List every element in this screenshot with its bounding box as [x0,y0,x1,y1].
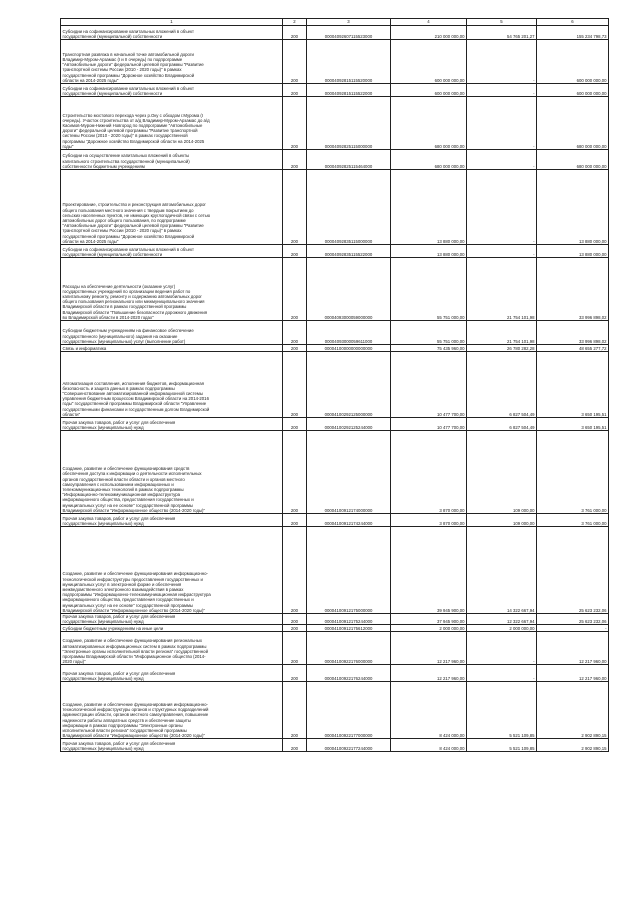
column-number: 1 [61,19,283,26]
row-executed-amount: 5 521 109,85 [467,682,537,739]
row-unexecuted-amount: 3 761 000,00 [537,431,609,514]
row-approved-amount: 3 870 000,00 [391,431,467,514]
column-number: 3 [307,19,391,26]
row-approved-amount: 8 424 000,00 [391,682,467,739]
row-budget-classification-code: 00004092835115522000 [307,245,391,258]
row-description: Автоматизация составления, исполнения бюджетов, информационная безопасность и защита данных в рамках подпрограммы "Совершенствование автоматизированной информационной системы управления бюджетным процессом Владимирской области на 2014-2016 годы" государственной программы Владимирской области "Управление государственными финансами и государственным долгом Владимирской области" [61,352,283,418]
row-code: 200 [283,632,307,665]
table-row [61,431,609,514]
row-description: Связь и информатика [61,345,283,352]
row-approved-amount: 3 870 000,00 [391,514,467,527]
row-code: 200 [283,625,307,632]
row-budget-classification-code: 00004100000000000000 [307,345,391,352]
row-executed-amount: - [467,170,537,245]
budget-execution-table [60,18,609,752]
row-description: Прочая закупка товаров, работ и услуг для обеспечения государственных (муниципальных) нужд [61,418,283,431]
row-executed-amount: - [467,632,537,665]
row-description: Создание, развитие и обеспечение функционирования средств обеспечения доступа к информации о деятельности исполнительных органов государственной власти области и органов местного самоуправления с использованием информационных и телекоммуникационных технологий в рамках подпрограммы "Информационно-телекоммуникационная инфраструктура информационного общества, предоставления государственных и муниципальных услуг на ее основе" государственной программы Владимирской области "Информационное общество (2014-2020 годы)" [61,431,283,514]
column-number: 6 [537,19,609,26]
row-budget-classification-code: 00004100922176244000 [307,665,391,682]
row-code: 200 [283,352,307,418]
row-budget-classification-code: 00004100912175000000 [307,527,391,614]
row-approved-amount: 10 477 700,00 [391,352,467,418]
table-row [61,345,609,352]
row-unexecuted-amount: 3 650 195,51 [537,418,609,431]
row-code: 200 [283,345,307,352]
row-executed-amount: 2 000 000,00 [467,625,537,632]
table-row [61,352,609,418]
row-code: 200 [283,26,307,40]
row-unexecuted-amount: 25 623 232,06 [537,527,609,614]
row-code: 200 [283,84,307,97]
row-executed-amount: 21 754 101,98 [467,258,537,321]
row-approved-amount: 13 880 000,00 [391,245,467,258]
row-unexecuted-amount: 33 996 898,02 [537,258,609,321]
row-approved-amount: 8 424 000,00 [391,739,467,752]
row-description: Проектирование, строительство и реконструкция автомобильных дорог общего пользования местного значения с твердым покрытием до сельских населенных пунктов, не имеющих круглогодичной связи с сетью автомобильных дорог общего пользования, по подпрограмме "Автомобильные дороги" федеральной целевой программы "Развитие транспортной системы России (2010 - 2020 годы)" в рамках государственной программы "Дорожное хозяйство Владимирской области на 2014-2025 годы" [61,170,283,245]
table-row [61,665,609,682]
row-approved-amount: 600 000 000,00 [391,84,467,97]
row-budget-classification-code: 00004100922177244000 [307,739,391,752]
row-executed-amount: 14 322 667,94 [467,527,537,614]
row-code: 200 [283,245,307,258]
row-budget-classification-code: 00004100922176000000 [307,632,391,665]
row-approved-amount: 10 477 700,00 [391,418,467,431]
row-executed-amount: 54 765 201,27 [467,26,537,40]
row-code: 200 [283,431,307,514]
table-row [61,418,609,431]
row-description: Транспортная развязка в начальной точке автомобильной дороги Владимир-Муром-Арзамас (I и II очередь) по подпрограмме "Автомобильные дороги" федеральной целевой программы "Развитие транспортной системы России (2010 - 2020 годы)" в рамках государственной программы "Дорожное хозяйство Владимирской области на 2014-2025 годы" [61,40,283,84]
row-executed-amount: - [467,245,537,258]
row-unexecuted-amount: 680 000 000,00 [537,150,609,170]
row-budget-classification-code: 00004100912174244000 [307,514,391,527]
row-executed-amount: - [467,97,537,150]
row-budget-classification-code: 00004100912175244000 [307,614,391,625]
row-unexecuted-amount: 12 217 960,00 [537,665,609,682]
row-description: Субсидии на софинансирование капитальных вложений в объект государственной (муниципальной) собственности [61,84,283,97]
row-executed-amount: - [467,84,537,97]
table-row [61,625,609,632]
row-budget-classification-code: 00004100922177000000 [307,682,391,739]
table-row [61,258,609,321]
row-executed-amount: 6 827 504,49 [467,418,537,431]
row-executed-amount: 5 521 109,85 [467,739,537,752]
table-row [61,514,609,527]
row-approved-amount: 39 945 900,00 [391,527,467,614]
row-code: 200 [283,514,307,527]
row-budget-classification-code: 00004092835115000000 [307,170,391,245]
row-unexecuted-amount: 12 217 960,00 [537,632,609,665]
column-number-row [61,19,609,26]
row-unexecuted-amount: 25 623 232,06 [537,614,609,625]
row-budget-classification-code: 00004093000059000000 [307,258,391,321]
table-row [61,614,609,625]
row-executed-amount: 109 000,00 [467,431,537,514]
row-code: 200 [283,418,307,431]
row-budget-classification-code: 00004100912174000000 [307,431,391,514]
row-unexecuted-amount: 2 902 890,15 [537,739,609,752]
row-description: Создание, развитие и обеспечение функционирования информационно- технологической инфраструктуры органов и структурных подразделений администрации области, органов местного самоуправления, повышение надежности работы аппаратных средств и обеспечение защиты информации в рамках подпрограммы "Электронные органы исполнительной власти региона" государственной программы Владимирской области "Информационное общество (2014-2020 годы)" [61,682,283,739]
row-executed-amount: 21 754 101,98 [467,321,537,345]
row-description: Прочая закупка товаров, работ и услуг для обеспечения государственных (муниципальных) нужд [61,614,283,625]
row-code: 200 [283,614,307,625]
table-body [61,19,609,752]
table-row [61,739,609,752]
column-number: 5 [467,19,537,26]
report-page [60,18,608,752]
table-row [61,26,609,40]
table-row [61,682,609,739]
table-row [61,97,609,150]
row-code: 200 [283,258,307,321]
table-row [61,527,609,614]
row-approved-amount: 12 217 960,00 [391,632,467,665]
row-approved-amount: 13 880 000,00 [391,170,467,245]
row-executed-amount: 109 000,00 [467,514,537,527]
row-budget-classification-code: 00004092815115522000 [307,84,391,97]
row-description: Прочая закупка товаров, работ и услуг для обеспечения государственных (муниципальных) нужд [61,514,283,527]
row-code: 200 [283,527,307,614]
row-executed-amount: - [467,40,537,84]
row-unexecuted-amount: 48 655 277,72 [537,345,609,352]
row-approved-amount: 55 751 000,00 [391,321,467,345]
row-code: 200 [283,321,307,345]
row-description: Расходы на обеспечение деятельности (оказание услуг) государственных учреждений по организации ведения работ по капитальному ремонту, ремонту и содержанию автомобильных дорог общего пользования регионального или межмуниципального значения Владимирской области в рамках государственной программы Владимирской области "Повышение безопасности дорожного движения во Владимирской области в 2014-2020 годах" [61,258,283,321]
table-row [61,170,609,245]
row-unexecuted-amount: 155 234 798,73 [537,26,609,40]
row-approved-amount: 680 000 000,00 [391,150,467,170]
row-approved-amount: 12 217 960,00 [391,665,467,682]
row-unexecuted-amount: 600 000 000,00 [537,40,609,84]
row-code: 200 [283,150,307,170]
row-budget-classification-code: 00004092825115000000 [307,97,391,150]
row-budget-classification-code: 00004092607115523000 [307,26,391,40]
row-code: 200 [283,40,307,84]
row-approved-amount: 37 945 900,00 [391,614,467,625]
row-budget-classification-code: 00004100292125000000 [307,352,391,418]
row-description: Прочая закупка товаров, работ и услуг для обеспечения государственных (муниципальных) нужд [61,665,283,682]
table-row [61,150,609,170]
row-unexecuted-amount: 13 880 000,00 [537,170,609,245]
row-unexecuted-amount: 600 000 000,00 [537,84,609,97]
row-code: 200 [283,97,307,150]
row-unexecuted-amount: 3 761 000,00 [537,514,609,527]
column-number: 4 [391,19,467,26]
row-approved-amount: 75 435 960,00 [391,345,467,352]
row-description: Прочая закупка товаров, работ и услуг для обеспечения государственных (муниципальных) нужд [61,739,283,752]
row-description: Субсидии на софинансирование капитальных вложений в объект государственной (муниципальной) собственности [61,245,283,258]
row-executed-amount: - [467,150,537,170]
row-budget-classification-code: 00004092815115520000 [307,40,391,84]
row-executed-amount: 6 827 504,49 [467,352,537,418]
row-code: 200 [283,739,307,752]
table-row [61,84,609,97]
row-approved-amount: 2 000 000,00 [391,625,467,632]
row-description: Субсидии на осуществление капитальных вложений в объекты капитального строительства государственной (муниципальной) собственности бюджетным учреждениям [61,150,283,170]
row-code: 200 [283,682,307,739]
row-description: Строительство мостового перехода через р.Оку с обходом г.Мурома (I очередь). Участок строительства от а/д Владимир-Муром-Арзамас до а/д Касимов-Муром-Нижний Новгород по подпрограмме "Автомобильные дороги" федеральной целевой программы "Развитие транспортной системы России (2010 - 2020 годы)" в рамках государственной программы "Дорожное хозяйство Владимирской области на 2014-2025 годы" [61,97,283,150]
row-unexecuted-amount: 3 650 195,51 [537,352,609,418]
table-row [61,632,609,665]
row-budget-classification-code: 00004100292125244000 [307,418,391,431]
row-code: 200 [283,170,307,245]
row-description: Субсидии на софинансирование капитальных вложений в объект государственной (муниципальной) собственности [61,26,283,40]
row-approved-amount: 55 751 000,00 [391,258,467,321]
row-unexecuted-amount: 680 000 000,00 [537,97,609,150]
table-row [61,321,609,345]
row-approved-amount: 210 000 000,00 [391,26,467,40]
row-description: Создание, развитие и обеспечение функционирования региональных автоматизированных информационных систем в рамках подпрограммы "Электронные органы исполнительной власти региона" государственной программы Владимирской области "Информационное общество (2014- 2020 годы)" [61,632,283,665]
row-approved-amount: 600 000 000,00 [391,40,467,84]
table-row [61,40,609,84]
column-number: 2 [283,19,307,26]
table-row [61,245,609,258]
row-approved-amount: 680 000 000,00 [391,97,467,150]
row-budget-classification-code: 00004093000059611000 [307,321,391,345]
row-unexecuted-amount: 13 880 000,00 [537,245,609,258]
row-description: Субсидии бюджетным учреждениям на финансовое обеспечение государственного (муниципального) задания на оказание государственных (муниципальных) услуг (выполнение работ) [61,321,283,345]
row-budget-classification-code: 00004092825115464000 [307,150,391,170]
row-executed-amount: 12 322 667,94 [467,614,537,625]
row-unexecuted-amount: 2 902 890,15 [537,682,609,739]
row-executed-amount: - [467,665,537,682]
row-executed-amount: 26 780 282,28 [467,345,537,352]
row-description: Субсидии бюджетным учреждениям на иные цели [61,625,283,632]
row-budget-classification-code: 00004100912175612000 [307,625,391,632]
row-unexecuted-amount: - [537,625,609,632]
row-unexecuted-amount: 33 996 898,02 [537,321,609,345]
row-code: 200 [283,665,307,682]
row-description: Создание, развитие и обеспечение функционирования информационно- технологической инфраструктуры предоставления государственных и муниципальных услуг в электронной форме и обеспечения межведомственного электронного взаимодействия в рамках подпрограммы "Информационно-телекоммуникационная инфраструктура информационного общества, предоставления государственных и муниципальных услуг на ее основе" государственной программы Владимирской области "Информационное общество (2014-2020 годы)" [61,527,283,614]
